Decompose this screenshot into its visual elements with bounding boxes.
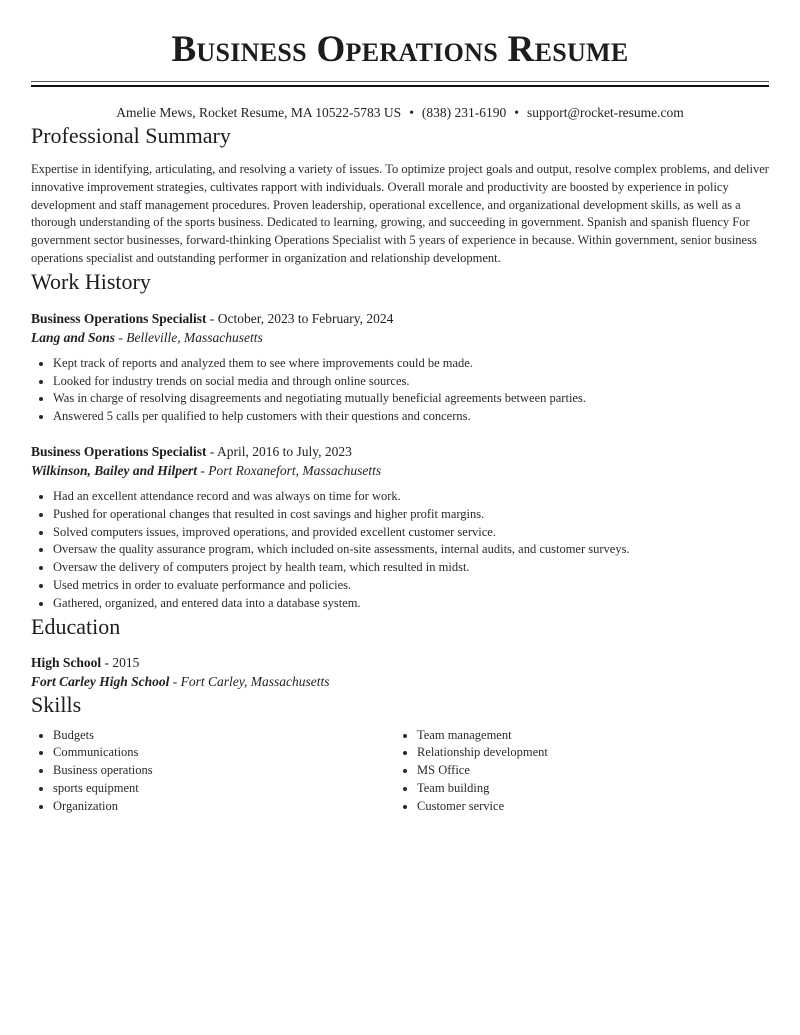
skill-item: • Relationship development bbox=[417, 744, 769, 762]
job-title-line bbox=[31, 442, 769, 461]
school-location: - Fort Carley, Massachusetts bbox=[169, 673, 330, 689]
skills-grid bbox=[31, 727, 769, 816]
section-heading-summary: Professional Summary bbox=[31, 123, 231, 148]
skill-item: • MS Office bbox=[417, 762, 769, 780]
summary-paragraph: Expertise in identifying, articulating, and resolving a variety of issues. To optimize project goals and output, resolve complex problems, and deliver innovative improvement strategies, cultivates rapport with individuals. Overall morale and productivity are boosted by experience in policy development and staff management procedures. Proven leadership, operational excellence, and organizational development skills, as well as a thorough understanding of the sports business. Dedicated to learning, growing, and succeeding in government. Spanish and spanish fluency For government sector businesses, forward-thinking Operations Specialist with 5 years of experience in because. Within government, senior business operations specialist and outstanding performer in organization and relationship development. bbox=[31, 162, 769, 265]
list-item: • Answered 5 calls per qualified to help customers with their questions and concerns. bbox=[53, 408, 769, 426]
skill-item: • Budgets bbox=[53, 727, 395, 745]
degree-line bbox=[31, 653, 769, 672]
bullet-separator: • bbox=[409, 105, 414, 120]
contact-line bbox=[31, 104, 769, 122]
section-heading-education: Education bbox=[31, 613, 121, 639]
contact-email: support@rocket-resume.com bbox=[527, 105, 684, 120]
job-bullets bbox=[31, 355, 769, 426]
skill-item: • Organization bbox=[53, 798, 395, 816]
skills-right-column bbox=[395, 727, 769, 816]
list-item: • Oversaw the delivery of computers project by health team, which resulted in midst. bbox=[53, 559, 769, 577]
resume-title: Business Operations Resume bbox=[171, 29, 629, 70]
education-entry bbox=[31, 653, 769, 691]
job-entry bbox=[31, 309, 769, 426]
skill-item: • Team management bbox=[417, 727, 769, 745]
job-bullets bbox=[31, 488, 769, 613]
skill-item: • Business operations bbox=[53, 762, 395, 780]
contact-phone: (838) 231-6190 bbox=[421, 105, 507, 120]
contact-address: Amelie Mews, Rocket Resume, MA 10522-5783 US bbox=[116, 105, 402, 120]
list-item: • Had an excellent attendance record and was always on time for work. bbox=[53, 488, 769, 506]
list-item: • Looked for industry trends on social media and through online sources. bbox=[53, 373, 769, 391]
school-name: Fort Carley High School bbox=[31, 673, 170, 689]
list-item: • Kept track of reports and analyzed them to see where improvements could be made. bbox=[53, 355, 769, 373]
rule-thick bbox=[31, 85, 769, 87]
company-line bbox=[31, 461, 769, 480]
job-entry bbox=[31, 442, 769, 613]
list-item: • Gathered, organized, and entered data into a database system. bbox=[53, 595, 769, 613]
graduation-year: - 2015 bbox=[101, 654, 140, 670]
section-heading-work-history: Work History bbox=[31, 268, 151, 294]
company-line bbox=[31, 328, 769, 347]
company-name: Wilkinson, Bailey and Hilpert bbox=[31, 462, 198, 478]
list-item: • Pushed for operational changes that resulted in cost savings and higher profit margins. bbox=[53, 506, 769, 524]
skill-item: • sports equipment bbox=[53, 780, 395, 798]
degree: High School bbox=[31, 654, 102, 670]
job-dates: - April, 2016 to July, 2023 bbox=[206, 443, 352, 459]
company-name: Lang and Sons bbox=[31, 329, 116, 345]
list-item: • Was in charge of resolving disagreements and negotiating mutually beneficial agreements between parties. bbox=[53, 390, 769, 408]
rule-thin bbox=[31, 81, 769, 82]
company-location: - Port Roxanefort, Massachusetts bbox=[197, 462, 382, 478]
company-location: - Belleville, Massachusetts bbox=[115, 329, 263, 345]
section-heading-skills: Skills bbox=[31, 691, 82, 717]
title-double-rule bbox=[31, 81, 769, 87]
job-title: Business Operations Specialist bbox=[31, 310, 207, 326]
job-title: Business Operations Specialist bbox=[31, 443, 207, 459]
skill-item: • Communications bbox=[53, 744, 395, 762]
skill-item: • Customer service bbox=[417, 798, 769, 816]
list-item: • Oversaw the quality assurance program, which included on-site assessments, internal audits, and customer surveys. bbox=[53, 541, 769, 559]
job-title-line bbox=[31, 309, 769, 328]
bullet-separator: • bbox=[514, 105, 520, 120]
skills-left-column bbox=[31, 727, 395, 816]
skill-item: • Team building bbox=[417, 780, 769, 798]
list-item: • Solved computers issues, improved operations, and provided excellent customer service. bbox=[53, 524, 769, 542]
list-item: • Used metrics in order to evaluate performance and policies. bbox=[53, 577, 769, 595]
school-line bbox=[31, 672, 769, 691]
job-dates: - October, 2023 to February, 2024 bbox=[206, 310, 394, 326]
